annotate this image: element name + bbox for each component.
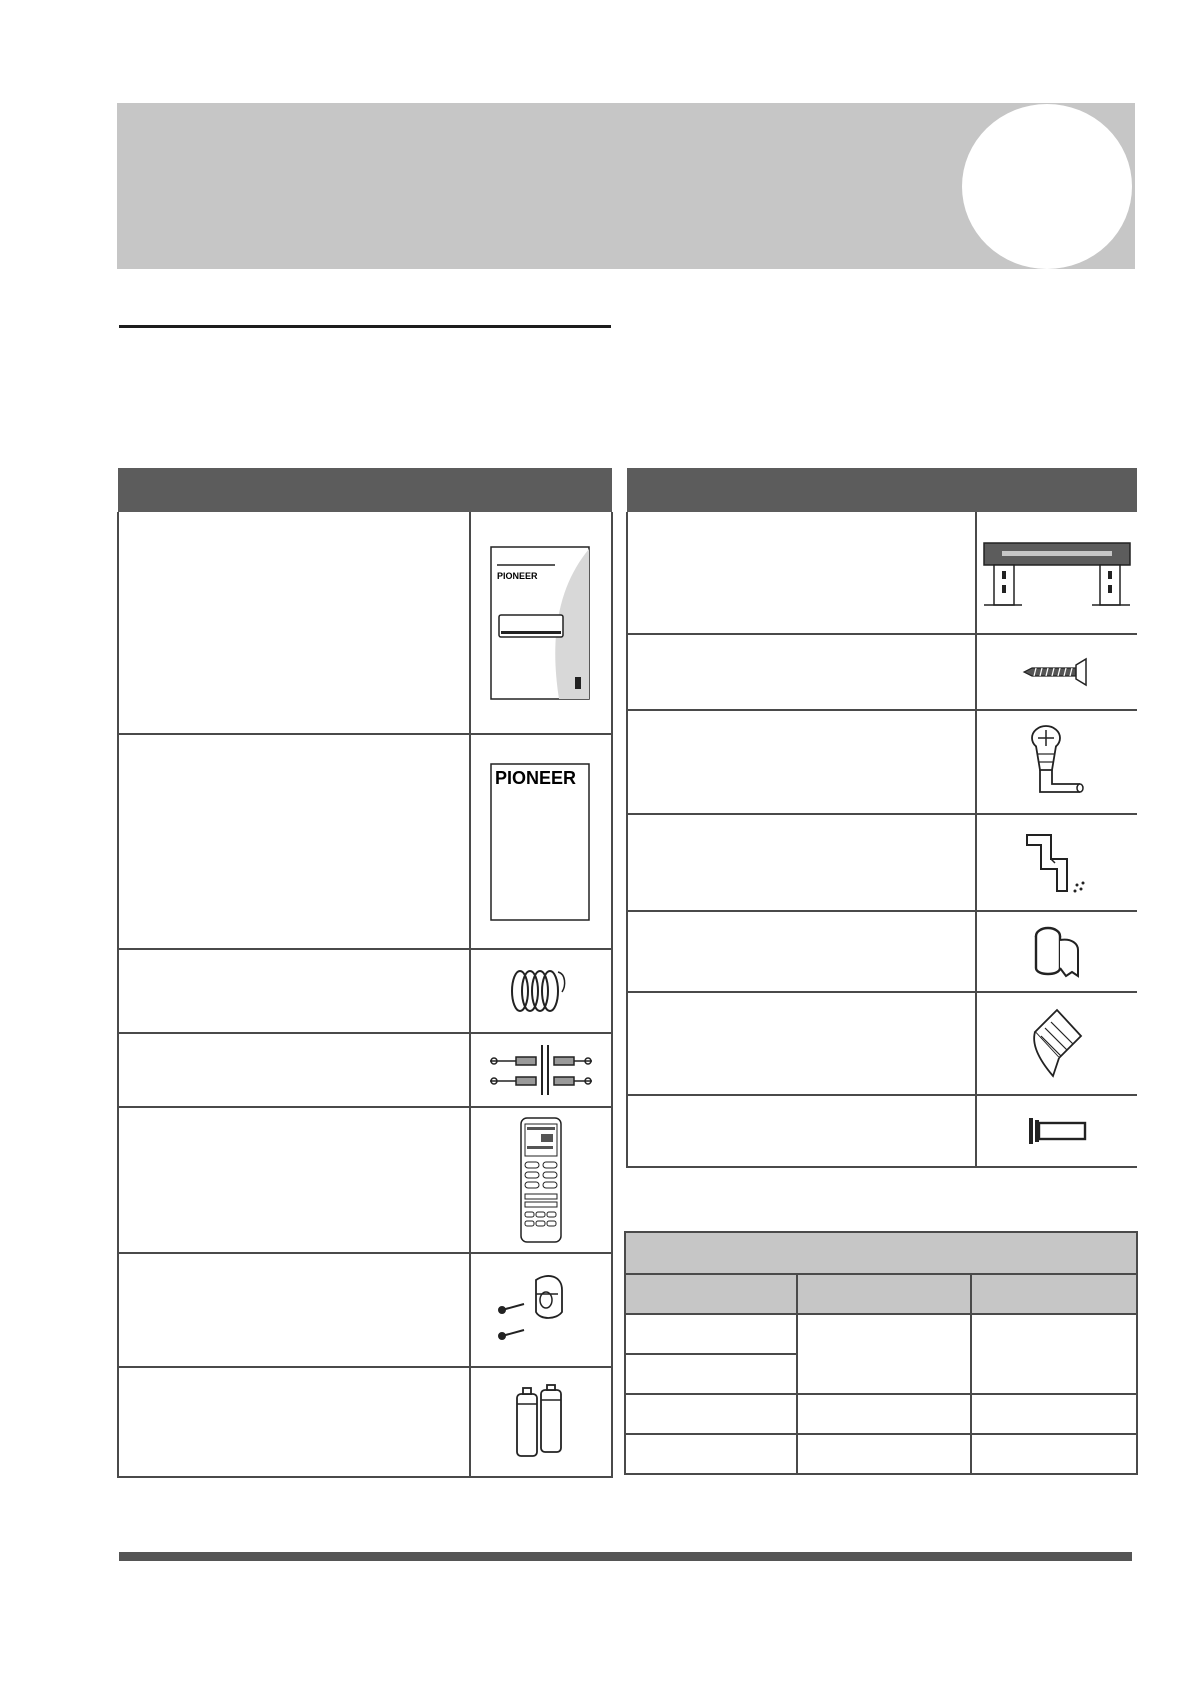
booklet-brand-text: PIONEER — [495, 767, 577, 788]
spec-cell — [625, 1314, 797, 1354]
table-row — [118, 949, 612, 1033]
item-name-cell — [627, 710, 976, 814]
table-row — [627, 710, 1137, 814]
spec-table-caption — [625, 1232, 1137, 1274]
item-name-cell — [627, 1095, 976, 1167]
table-row — [118, 1107, 612, 1253]
footer-bar — [119, 1552, 1132, 1561]
spec-cell — [971, 1394, 1137, 1434]
batteries-icon — [511, 1384, 571, 1460]
table-row — [118, 734, 612, 949]
screw-icon — [1022, 657, 1092, 687]
item-name-cell — [118, 949, 470, 1033]
table-row — [118, 1033, 612, 1107]
table-row — [627, 992, 1137, 1095]
spec-cell — [625, 1394, 797, 1434]
wall-sleeve-icon — [1027, 1006, 1087, 1082]
table-row — [118, 1253, 612, 1367]
spec-cell — [797, 1314, 971, 1394]
right-table-header — [627, 468, 1137, 512]
table-row — [627, 512, 1137, 634]
booklet-brand-text: PIONEER — [497, 570, 538, 581]
mounting-plate-icon — [982, 537, 1132, 609]
pioneer-booklet-icon — [489, 762, 593, 922]
spec-cell — [625, 1354, 797, 1394]
remote-control-icon — [519, 1116, 563, 1244]
table-row — [627, 814, 1137, 911]
left-accessory-table — [117, 468, 613, 1478]
table-row — [627, 1095, 1137, 1167]
spec-column-header — [971, 1274, 1137, 1314]
item-name-cell — [118, 1107, 470, 1253]
manual-booklet-icon — [489, 545, 593, 701]
spec-column-header — [625, 1274, 797, 1314]
spec-column-header — [797, 1274, 971, 1314]
section-title-rule — [119, 325, 611, 328]
item-name-cell — [627, 814, 976, 911]
item-name-cell — [627, 911, 976, 992]
anchor-icon — [1025, 1114, 1089, 1148]
table-row — [625, 1434, 1137, 1474]
item-name-cell — [118, 734, 470, 949]
item-name-cell — [118, 1253, 470, 1367]
spec-cell — [625, 1434, 797, 1474]
table-row — [625, 1314, 1137, 1354]
item-name-cell — [627, 512, 976, 634]
item-name-cell — [118, 1367, 470, 1477]
item-name-cell — [118, 512, 470, 734]
connecting-pipe-icon — [486, 1043, 596, 1097]
left-table-header — [118, 468, 612, 512]
spec-cell — [971, 1434, 1137, 1474]
section-number-badge — [962, 104, 1132, 269]
spec-table — [624, 1231, 1138, 1475]
spec-cell — [797, 1394, 971, 1434]
tape-roll-icon — [1032, 924, 1082, 980]
table-row — [627, 634, 1137, 710]
drain-joint-icon — [1022, 722, 1092, 802]
table-row — [118, 512, 612, 734]
remote-holder-icon — [496, 1270, 586, 1350]
table-row — [625, 1394, 1137, 1434]
item-name-cell — [627, 634, 976, 710]
drain-pipe-icon — [1017, 825, 1097, 901]
coil-tube-icon — [506, 966, 576, 1016]
table-row — [118, 1367, 612, 1477]
table-row — [627, 911, 1137, 992]
item-name-cell — [118, 1033, 470, 1107]
spec-cell — [971, 1314, 1137, 1394]
spec-cell — [797, 1434, 971, 1474]
item-name-cell — [627, 992, 976, 1095]
right-accessory-table — [626, 468, 1137, 1168]
